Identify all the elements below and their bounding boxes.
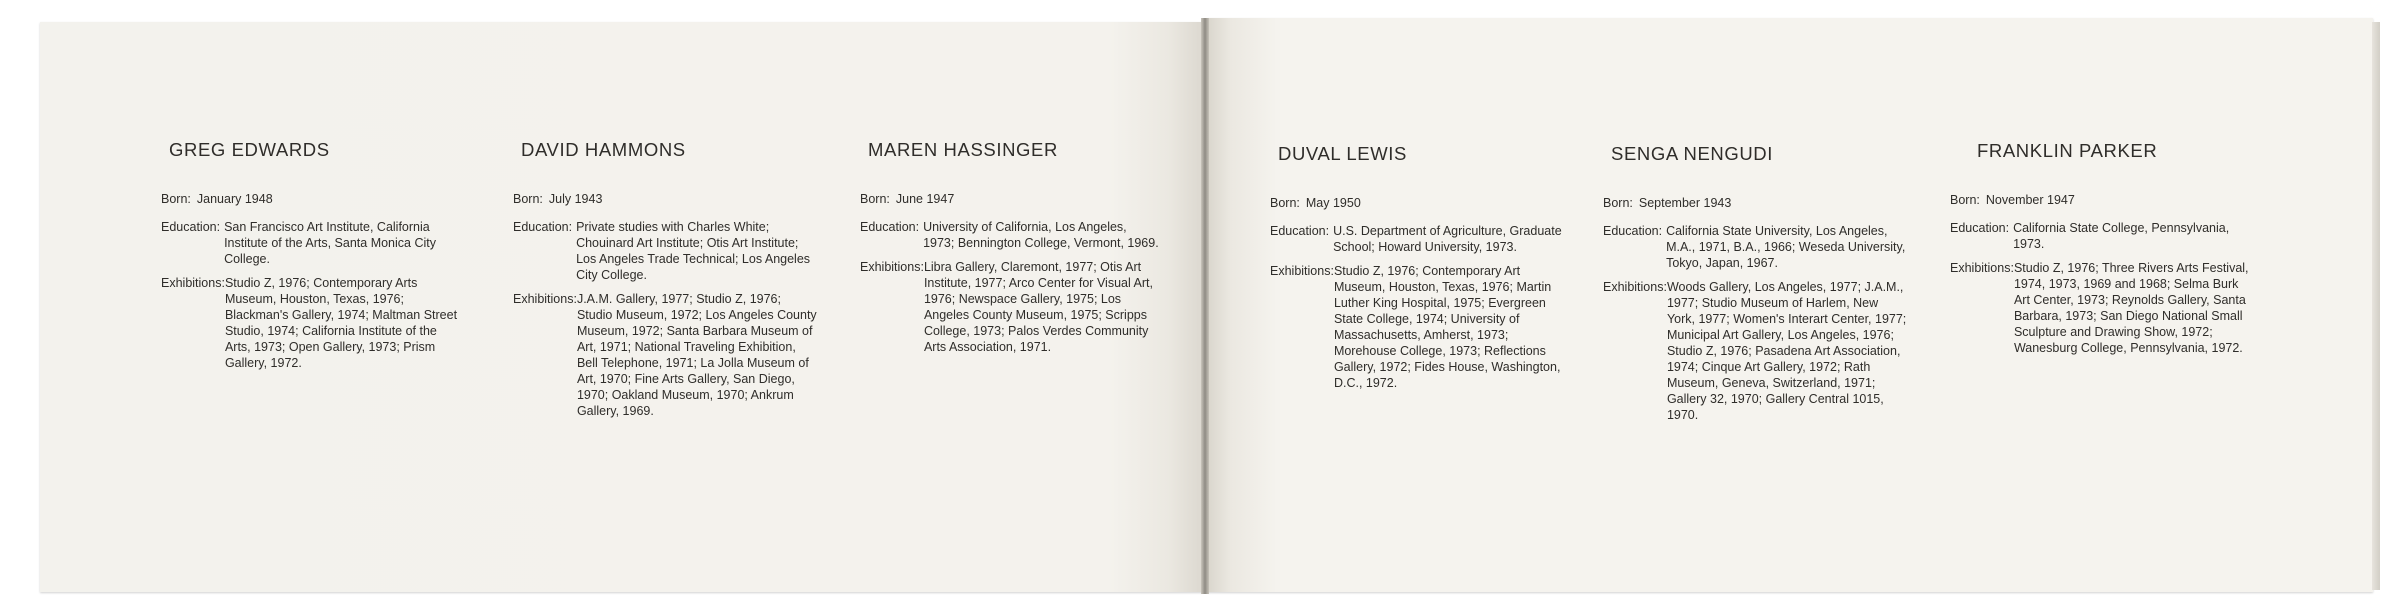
born-value: September 1943 — [1638, 196, 1732, 210]
exhibitions-row — [161, 275, 461, 371]
exhibitions-row — [1603, 279, 1907, 423]
exhibitions-row — [860, 259, 1160, 355]
exhibitions-value: Woods Gallery, Los Angeles, 1977; J.A.M., 1977; Studio Museum of Harlem, New York, 1977; Women's Interart Center, 1977; Municipal Art Gallery, Los Angeles, 1976; Studio Z, 1976; Pasadena Art Association, 1974; Cinque Art Gallery, 1972; Rath Museum, Geneva, Switzerland, 1971; Gallery 32, 1970; Gallery Central 1015, 1970. — [1666, 280, 1907, 422]
book-gutter — [1201, 18, 1209, 594]
born-value: May 1950 — [1305, 196, 1361, 210]
exhibitions-label: Exhibitions: — [161, 276, 225, 290]
education-row — [1603, 223, 1907, 271]
born-row — [860, 191, 1160, 207]
born-row — [1603, 195, 1907, 211]
education-label: Education: — [1270, 224, 1330, 238]
exhibitions-value: Libra Gallery, Claremont, 1977; Otis Art Institute, 1977; Arco Center for Visual Art, 1976; Newspace Gallery, 1975; Los Angeles County Museum, 1975; Scripps College, 1973; Palos Verdes Community Arts Association, 1971. — [923, 260, 1153, 354]
exhibitions-value: J.A.M. Gallery, 1977; Studio Z, 1976; Studio Museum, 1972; Los Angeles County Museum, 1972; Santa Barbara Museum of Art, 1971; National Traveling Exhibition, Bell Telephone, 1971; La Jolla Museum of Art, 1970; Fine Arts Gallery, San Diego, 1970; Oakland Museum, 1970; Ankrum Gallery, 1969. — [576, 292, 817, 418]
education-value: University of California, Los Angeles, 1973; Bennington College, Vermont, 1969. — [923, 220, 1159, 250]
born-label: Born: — [860, 192, 890, 206]
artist-entry-senga-nengudi — [1603, 143, 1907, 431]
born-value: November 1947 — [1985, 193, 2075, 207]
exhibitions-label: Exhibitions: — [1950, 261, 2014, 275]
artist-entry-greg-edwards — [161, 139, 461, 379]
born-row — [1950, 192, 2255, 208]
education-row — [1270, 223, 1572, 255]
education-value: California State University, Los Angeles, M.A., 1971, B.A., 1966; Weseda University, Tokyo, Japan, 1967. — [1666, 224, 1906, 270]
born-row — [161, 191, 461, 207]
exhibitions-row — [1950, 260, 2255, 356]
education-row — [161, 219, 461, 267]
artist-name: DUVAL LEWIS — [1278, 143, 1407, 164]
education-label: Education: — [1603, 224, 1663, 238]
born-value: June 1947 — [895, 192, 955, 206]
born-label: Born: — [161, 192, 191, 206]
education-value: Private studies with Charles White; Chouinard Art Institute; Otis Art Institute; Los Angeles Trade Technical; Los Angeles City College. — [576, 220, 811, 282]
artist-entry-duval-lewis — [1270, 143, 1572, 399]
artist-entry-maren-hassinger — [860, 139, 1160, 363]
exhibitions-label: Exhibitions: — [860, 260, 924, 274]
education-value: San Francisco Art Institute, California Institute of the Arts, Santa Monica City College. — [224, 220, 436, 266]
education-row — [860, 219, 1160, 251]
born-row — [1270, 195, 1572, 211]
artist-entry-franklin-parker — [1950, 140, 2255, 364]
born-value: January 1948 — [196, 192, 273, 206]
born-value: July 1943 — [548, 192, 603, 206]
education-label: Education: — [1950, 221, 2010, 235]
exhibitions-value: Studio Z, 1976; Contemporary Arts Museum, Houston, Texas, 1976; Blackman's Gallery, 1974; Maltman Street Studio, 1974; California Institute of the Arts, 1973; Open Gallery, 1973; Prism Gallery, 1972. — [224, 276, 458, 370]
exhibitions-row — [513, 291, 817, 419]
education-value: California State College, Pennsylvania, 1973. — [2013, 221, 2230, 251]
education-label: Education: — [161, 220, 221, 234]
artist-name: GREG EDWARDS — [169, 139, 330, 160]
education-label: Education: — [513, 220, 573, 234]
education-label: Education: — [860, 220, 920, 234]
education-row — [1950, 220, 2255, 252]
exhibitions-value: Studio Z, 1976; Three Rivers Arts Festival, 1974, 1973, 1969 and 1968; Selma Burk Art Center, 1973; Reynolds Gallery, Santa Barbara, 1973; San Diego National Small Sculpture and Drawing Show, 1972; Wanesburg College, Pennsylvania, 1972. — [2013, 261, 2249, 355]
exhibitions-label: Exhibitions: — [1270, 264, 1334, 278]
born-label: Born: — [513, 192, 543, 206]
exhibitions-label: Exhibitions: — [513, 292, 577, 306]
born-label: Born: — [1950, 193, 1980, 207]
exhibitions-value: Studio Z, 1976; Contemporary Art Museum, Houston, Texas, 1976; Martin Luther King Hospital, 1975; Evergreen State College, 1974; University of Massachusetts, Amherst, 1973; Morehouse College, 1973; Reflections Gallery, 1972; Fides House, Washington, D.C., 1972. — [1333, 264, 1561, 390]
artist-name: FRANKLIN PARKER — [1977, 140, 2158, 161]
artist-name: MAREN HASSINGER — [868, 139, 1058, 160]
page-edge — [2372, 22, 2380, 590]
education-row — [513, 219, 817, 283]
born-label: Born: — [1603, 196, 1633, 210]
exhibitions-label: Exhibitions: — [1603, 280, 1667, 294]
artist-entry-david-hammons — [513, 139, 817, 427]
exhibitions-row — [1270, 263, 1572, 391]
born-label: Born: — [1270, 196, 1300, 210]
artist-name: SENGA NENGUDI — [1611, 143, 1773, 164]
born-row — [513, 191, 817, 207]
artist-name: DAVID HAMMONS — [521, 139, 686, 160]
education-value: U.S. Department of Agriculture, Graduate School; Howard University, 1973. — [1333, 224, 1562, 254]
